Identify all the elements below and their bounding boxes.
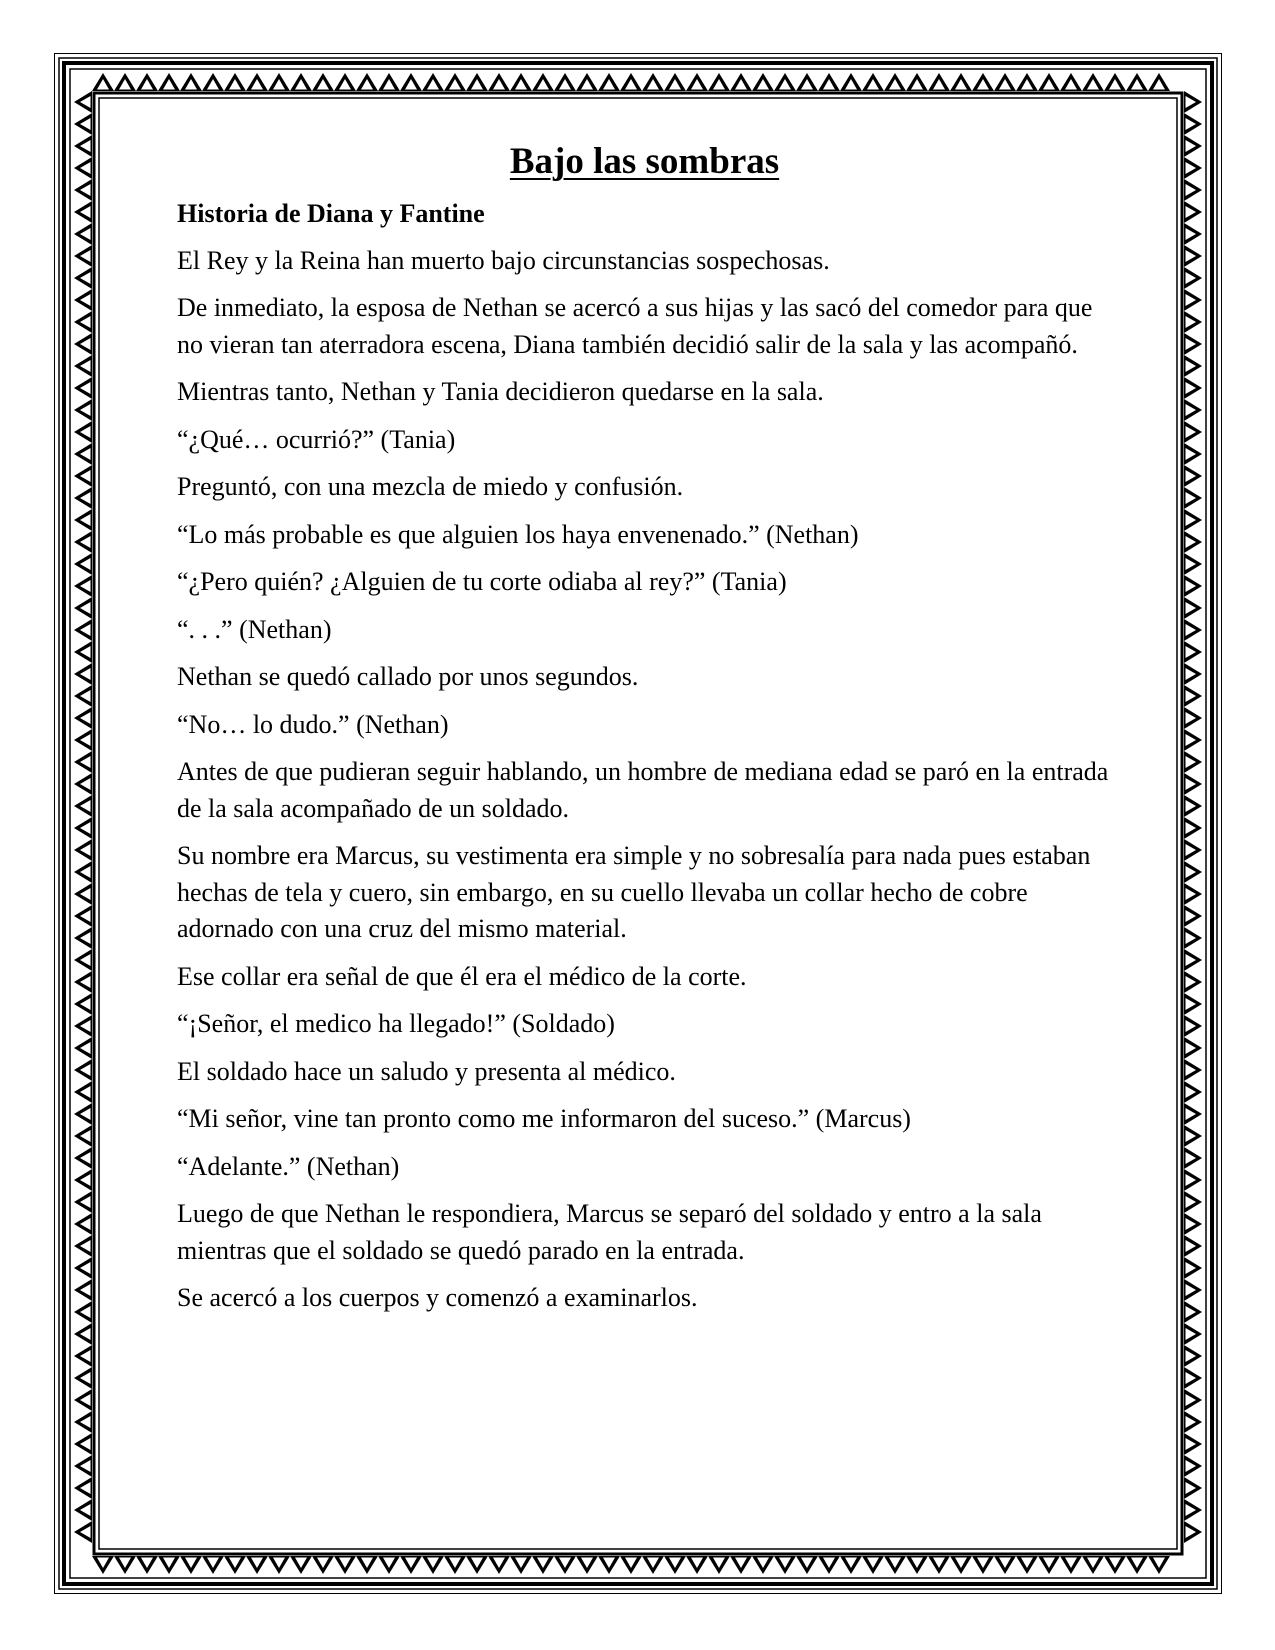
document-paragraphs (177, 243, 1112, 1317)
paragraph: El Rey y la Reina han muerto bajo circunstancias sospechosas. (177, 245, 830, 275)
paragraph: “No… lo dudo.” (Nethan) (177, 709, 449, 739)
paragraph: “Mi señor, vine tan pronto como me informaron del suceso.” (Marcus) (177, 1104, 911, 1134)
paragraph: El soldado hace un saludo y presenta al médico. (177, 1056, 676, 1086)
paragraph: Antes de que pudieran seguir hablando, un hombre de mediana edad se paró en la entrada de la sala acompañado de un soldado. (177, 757, 1109, 823)
paragraph: “Adelante.” (Nethan) (177, 1151, 400, 1181)
paragraph: Su nombre era Marcus, su vestimenta era simple y no sobresalía para nada pues estaban hechas de tela y cuero, sin embargo, en su cuello llevaba un collar hecho de cobre adornado con una cruz del mismo material. (177, 841, 1091, 944)
document-subtitle: Historia de Diana y Fantine (177, 199, 485, 229)
paragraph: Mientras tanto, Nethan y Tania decidieron quedarse en la sala. (177, 377, 824, 407)
paragraph: “¡Señor, el medico ha llegado!” (Soldado) (177, 1009, 615, 1039)
paragraph: “. . .” (Nethan) (177, 614, 332, 644)
paragraph: “¿Qué… ocurrió?” (Tania) (177, 424, 456, 454)
document-title: Bajo las sombras (509, 141, 780, 182)
paragraph: Ese collar era señal de que él era el médico de la corte. (177, 961, 747, 991)
paragraph: Se acercó a los cuerpos y comenzó a examinarlos. (177, 1283, 698, 1313)
paragraph: De inmediato, la esposa de Nethan se acercó a sus hijas y las sacó del comedor para que no vieran tan aterradora escena, Diana también decidió salir de la sala y las acompañó. (177, 293, 1093, 359)
paragraph: “Lo más probable es que alguien los haya envenenado.” (Nethan) (177, 519, 859, 549)
paragraph: Nethan se quedó callado por unos segundos. (177, 662, 639, 692)
document-body (177, 140, 1112, 1328)
paragraph: Luego de que Nethan le respondiera, Marcus se separó del soldado y entro a la sala mientras que el soldado se quedó parado en la entrada. (177, 1199, 1042, 1265)
paragraph: Preguntó, con una mezcla de miedo y confusión. (177, 472, 684, 502)
paragraph: “¿Pero quién? ¿Alguien de tu corte odiaba al rey?” (Tania) (177, 567, 787, 597)
